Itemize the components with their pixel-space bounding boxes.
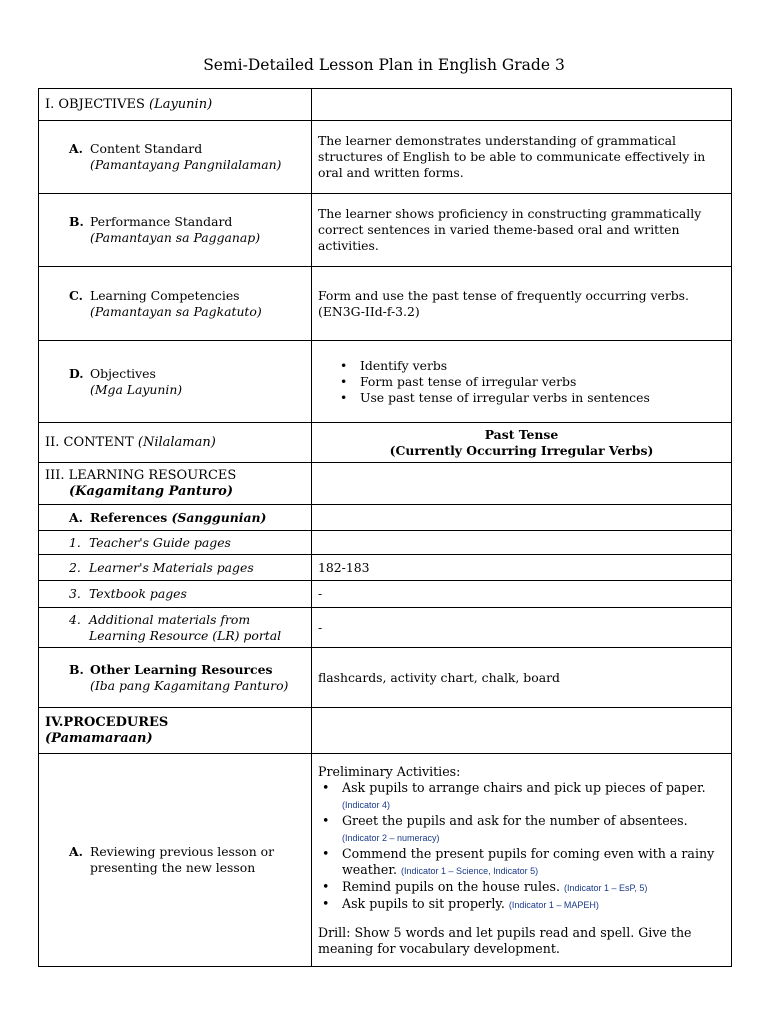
document-title: Semi-Detailed Lesson Plan in English Grade 3 bbox=[203, 56, 565, 74]
table-row: 2. Learner's Materials pages 182-183 bbox=[39, 555, 732, 581]
performance-standard-label: B. Performance Standard (Pamantayan sa Pagganap) bbox=[39, 194, 312, 267]
preliminary-activities-label: Preliminary Activities: bbox=[318, 763, 461, 779]
performance-standard-row bbox=[39, 194, 732, 267]
list-item: • Use past tense of irregular verbs in sentences bbox=[360, 390, 725, 406]
objectives-row bbox=[39, 89, 732, 121]
references-value bbox=[312, 505, 732, 531]
objectives-bullet-list bbox=[318, 358, 725, 406]
other-resources-row bbox=[39, 648, 732, 708]
learning-competencies-row bbox=[39, 267, 732, 341]
table-row: 1. Teacher's Guide pages bbox=[39, 531, 732, 555]
content-standard-value: The learner demonstrates understanding of grammatical structures of English to be able to communicate effectively in oral and written forms. bbox=[312, 121, 732, 194]
procedures-value bbox=[312, 708, 732, 754]
objectives-value bbox=[312, 89, 732, 121]
other-resources-value: flashcards, activity chart, chalk, board bbox=[312, 648, 732, 708]
other-resources-label: B. Other Learning Resources (Iba pang Kagamitang Panturo) bbox=[39, 648, 312, 708]
drill-text: Drill: Show 5 words and let pupils read and spell. Give the meaning for vocabulary development. bbox=[318, 924, 692, 956]
content-heading: II. CONTENT (Nilalaman) bbox=[39, 423, 312, 463]
reviewing-value bbox=[312, 754, 732, 967]
procedures-heading: IV.PROCEDURES (Pamamaraan) bbox=[39, 708, 312, 754]
preliminary-activities-list bbox=[318, 780, 725, 913]
reviewing-row bbox=[39, 754, 732, 967]
content-row bbox=[39, 423, 732, 463]
objectives-heading: I. OBJECTIVES (Layunin) bbox=[39, 89, 312, 121]
procedures-row bbox=[39, 708, 732, 754]
references-label: A. References (Sanggunian) bbox=[39, 505, 312, 531]
list-item: • Commend the present pupils for coming even with a rainy weather. (Indicator 1 – Science, Indicator 5) bbox=[342, 846, 725, 879]
performance-standard-value: The learner shows proficiency in constructing grammatically correct sentences in varied theme-based oral and written activities. bbox=[312, 194, 732, 267]
content-value: Past Tense (Currently Occurring Irregular Verbs) bbox=[312, 423, 732, 463]
list-item: • Ask pupils to sit properly. (Indicator 1 – MAPEH) bbox=[342, 896, 725, 913]
learning-competencies-label: C. Learning Competencies (Pamantayan sa Pagkatuto) bbox=[39, 267, 312, 341]
d-objectives-label: D. Objectives (Mga Layunin) bbox=[39, 341, 312, 423]
reviewing-label: A. Reviewing previous lesson or presenting the new lesson bbox=[39, 754, 312, 967]
table-row: 3. Textbook pages - bbox=[39, 581, 732, 608]
list-item: • Form past tense of irregular verbs bbox=[360, 374, 725, 390]
d-objectives-value bbox=[312, 341, 732, 423]
list-item: • Greet the pupils and ask for the number of absentees. (Indicator 2 – numeracy) bbox=[342, 813, 725, 846]
learning-competencies-value: Form and use the past tense of frequently occurring verbs. (EN3G-IId-f-3.2) bbox=[312, 267, 732, 341]
competency-code: (EN3G-IId-f-3.2) bbox=[318, 303, 420, 319]
list-item: • Identify verbs bbox=[360, 358, 725, 374]
learning-resources-value bbox=[312, 463, 732, 505]
list-item: • Remind pupils on the house rules. (Indicator 1 – EsP, 5) bbox=[342, 879, 725, 896]
table-row: 4. Additional materials from Learning Resource (LR) portal - bbox=[39, 608, 732, 648]
learning-resources-heading: III. LEARNING RESOURCES (Kagamitang Panturo) bbox=[39, 463, 312, 505]
lesson-plan-table bbox=[38, 88, 732, 967]
learning-resources-row bbox=[39, 463, 732, 505]
content-standard-row bbox=[39, 121, 732, 194]
list-item: • Ask pupils to arrange chairs and pick up pieces of paper. (Indicator 4) bbox=[342, 780, 725, 813]
d-objectives-row bbox=[39, 341, 732, 423]
content-standard-label: A. Content Standard (Pamantayang Pangnilalaman) bbox=[39, 121, 312, 194]
references-row bbox=[39, 505, 732, 531]
